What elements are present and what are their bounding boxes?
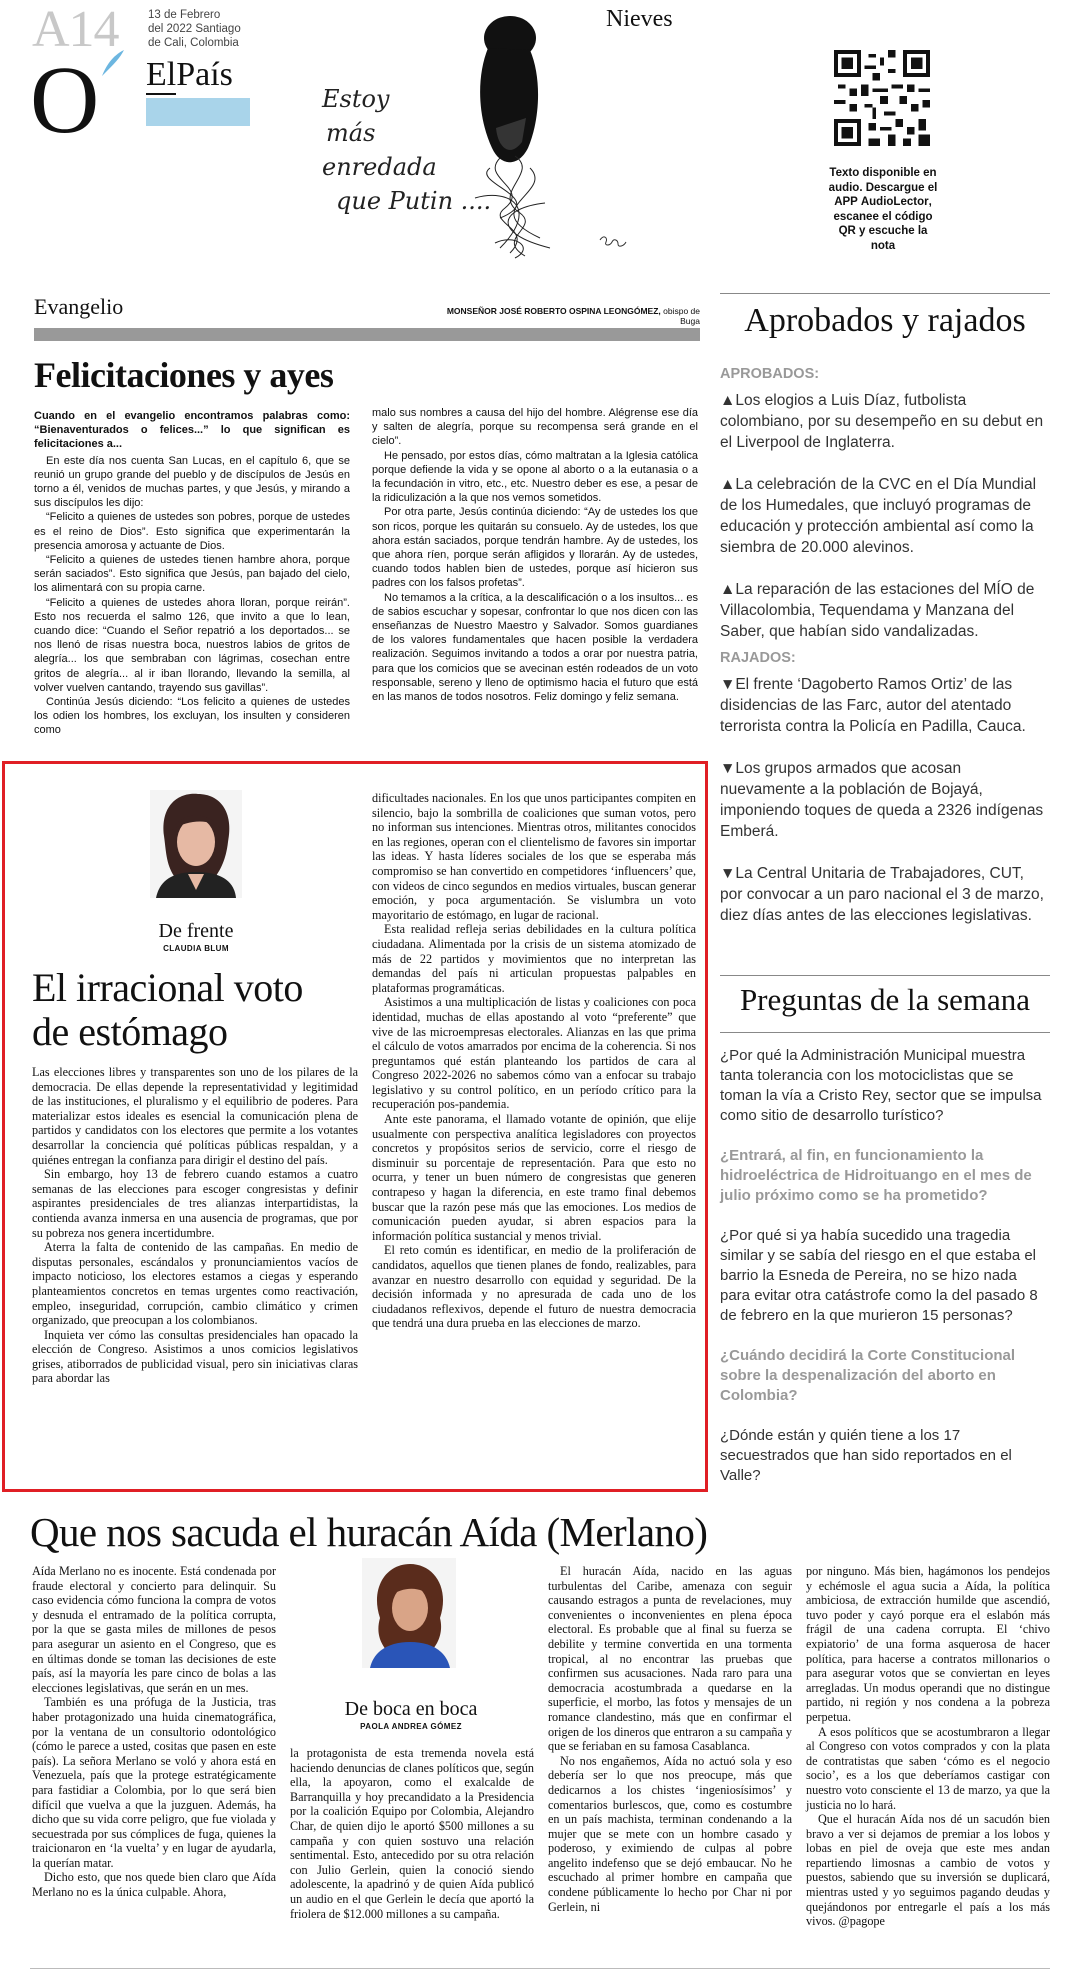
column-name: De boca en boca bbox=[344, 1698, 478, 1720]
opinion-title-line-1: El irracional voto bbox=[32, 965, 303, 1010]
date-line-2: del 2022 Santiago bbox=[148, 23, 241, 35]
handwritten-line-3: enredada bbox=[322, 153, 437, 181]
logo-letter: O bbox=[30, 46, 100, 153]
article-title: Felicitaciones y ayes bbox=[34, 355, 334, 395]
brand-prefix: El bbox=[146, 56, 177, 93]
paragraph: Continúa Jesús diciendo: “Los felicito a quienes de ustedes los odien los hombres, los excluyan, los insulten y consideren como bbox=[34, 696, 350, 737]
paragraph: “Felicito a quienes de ustedes tienen hambre ahora, porque serán saciados”. Esto significa que Jesús, pan bajado del cielo, los alimentará con su propia carne. bbox=[34, 554, 350, 595]
paragraph: El reto común es identificar, en medio de la proliferación de candidatos, aquellos que tienen planes de fondo, realizables, para avanzar en nuestro desarrollo con equidad y seguridad. De la decisión informada y no apresurada de cada uno de los ciudadanos reflexivos, depende el futuro de nuestra democracia que tendrá una dura prueba en las elecciones de marzo. bbox=[372, 1243, 696, 1331]
paragraph: Por otra parte, Jesús continúa diciendo: “Ay de ustedes los que son ricos, porque les quitarán su consuelo. Ay de ustedes, los que ahora están saciados, porque tendrán hambre. Ay de ustedes, los que ahora ríen, porque serán afligidos y llorarán. Ay de ustedes, cuando todos hablen bien de ustedes, porque así hicieron sus padres con los falsos profetas”. bbox=[372, 506, 698, 590]
handwritten-line-4: que Putin .... bbox=[336, 187, 492, 215]
date-line-3: de Cali, Colombia bbox=[148, 37, 239, 49]
qr-caption-app-name: AudioLector bbox=[860, 196, 929, 208]
questions-list bbox=[720, 1046, 1050, 1486]
question-item: ¿Por qué si ya había sucedido una tragedia similar y se sabía del riesgo en el que estaba el barrio la Esneda de Pereira, no se hizo nada para evitar otra catástrofe como la del pasado 8 de febrero en la que murieron 15 personas? bbox=[720, 1227, 1038, 1324]
paragraph: No temamos a la crítica, a la descalificación o a los insultos... es de sabios escuchar y sopesar, confrontar lo que nos dicen con las enseñanzas de Nuestro Maestro y Salvador. Somos guardianes de los valores fundamentales que hacen posible la verdadera realización. Seguimos invitando a todos a orar por nuestra patria, para que los comicios que se avecinan estén rodeados de un voto responsable, sereno y lleno de optimismo hacia el futuro que está en las manos de todos nosotros. Feliz domingo y feliz semana. bbox=[372, 591, 698, 704]
paragraph: En este día nos cuenta San Lucas, en el capítulo 6, que se reunió un grupo grande del pueblo y de discípulos de Jesús en torno a él, venidos de muchas partes, y que Jesús, y mirando a sus discípulos les dijo: bbox=[34, 454, 350, 510]
de-frente-column-1 bbox=[32, 1065, 358, 1386]
paragraph: malo sus nombres a causa del hijo del hombre. Alégrense ese día y salten de alegría, porque su recompensa será grande en el cielo”. bbox=[372, 407, 698, 448]
columnist-photo bbox=[362, 1558, 456, 1668]
paragraph: A esos políticos que se acostumbraron a llegar al Congreso con votos comprados y con la plata de contratistas que saben ‘cómo es el negocio socio’, es a los que deberíamos castigar con nuestro voto consciente el 13 de marzo, ya que la justicia no lo hará. bbox=[806, 1724, 1050, 1812]
date-line-1: 13 de Febrero bbox=[148, 9, 221, 21]
author-role: obispo de Buga bbox=[660, 306, 700, 326]
paragraph: También es una prófuga de la Justicia, tras haber protagonizado una huida cinematográfica, por la ventana de un consultorio odontológico (cómo le parece a usted, cositas que pasen en este país). La señora Merlano se voló y ahora está en Venezuela, país que la protege estratégicamente para fastidiar a Colombia, por lo que será bien difícil que vuelva a que la juzguen. Además, ha dicho que su vida corre peligro, que fue violada y secuestrada por sus cómplices de fuga, quienes la traicionaron en ‘la vuelta’ y en lugar de ayudarla, la querían matar. bbox=[32, 1695, 276, 1870]
handwritten-line-2: más bbox=[326, 119, 376, 147]
paragraph: Aterra la falta de contenido de las campañas. En medio de disputas personales, escándalos y pronunciamientos vacíos de impacto noticioso, los electores estamos a ciegas y esperando planteamientos concretos en temas urgentes como reactivación, empleo, inseguridad, corrupción, cambio climático y crimen organizado, que preocupan a los colombianos. bbox=[32, 1240, 358, 1328]
evangelio-column-1 bbox=[34, 409, 350, 738]
headline: Que nos sacuda el huracán Aída (Merlano) bbox=[30, 1509, 708, 1555]
rejected-label: RAJADOS: bbox=[720, 650, 796, 666]
de-frente-column-2 bbox=[372, 791, 696, 1331]
approved-rejected-list bbox=[720, 366, 1050, 926]
qr-caption bbox=[798, 166, 968, 253]
paragraph: Inquieta ver cómo las consultas presidenciales han opacado la elección de Congreso. Asistimos a unos comicios legislativos grises, atiborrados de publicidad visual, pero sin iniciativas claras para abordar las bbox=[32, 1327, 358, 1386]
paragraph: dificultades nacionales. En los que unos participantes compiten en silencio, bajo la sombrilla de coaliciones que suman votos, pero no informan sus intenciones. Mientras otros, militantes conocidos en las regiones, operan con el clientelismo de favores sin importar las ideas. Y hasta líderes sociales de los que se esperaba más compromiso se han convertido en competidores ‘influencers’ que, con videos de cinco segundos en medios virtuales, buscan generar emoción, y poca argumentación. Se vislumbra un voto mayoritario de estómago, en lugar de racional. bbox=[372, 791, 696, 922]
quill-icon bbox=[100, 48, 126, 78]
paragraph: No nos engañemos, Aída no actuó sola y eso debería ser lo que nos preocupe, más que dedicarnos a los chistes ‘ingeniosísimos’ y comentarios burlescos, que, como es costumbre en un país machista, terminan condenando a la mujer que se mete con un hombre casado y poderoso, y eximiendo de culpas al pobre angelito indefenso que se dejó embaucar. No he escuchado al primer hombre en campaña que condene públicamente lo hecho por Char ni por Gerlein, ni bbox=[548, 1753, 792, 1914]
rejected-item: ▼Los grupos armados que acosan nuevamente a la población de Bojayá, imponiendo toques de queda a 2326 indígenas Emberá. bbox=[720, 760, 1044, 840]
paragraph: la protagonista de esta tremenda novela está haciendo denuncias de clanes políticos que, según ella, la apoyaron, como el exalcalde de Barranquilla y hoy precandidato a la Presidencia por la coalición Equipo por Colombia, Alejandro Char, de quien dijo le aportó $500 millones a su campaña y con quien sostuvo una relación sentimental. Esto, antecedido por su otra relación con Julio Gerlein, quien la conoció siendo adolescente, la apadrinó y de quien Aída publicó un audio en el que Gerlein le decía que aportó la friolera de $12.000 millones a su campaña. bbox=[290, 1746, 535, 1921]
cartoon-title: Nieves bbox=[606, 6, 673, 32]
rejected-item: ▼El frente ‘Dagoberto Ramos Ortiz’ de las disidencias de las Farc, autor del atentado terrorista contra la Policía en Padilla, Cauca. bbox=[720, 676, 1026, 735]
footer-rule bbox=[30, 1968, 1050, 1969]
brand-accent-bar bbox=[146, 98, 250, 126]
boca-column-4 bbox=[806, 1564, 1050, 1929]
qr-caption-line bbox=[798, 195, 968, 210]
question-item: ¿Dónde están y quién tiene a los 17 secuestrados que han sido reportados en el Valle? bbox=[720, 1427, 1012, 1484]
paragraph: Asistimos a una multiplicación de listas y coaliciones con poca identidad, muchas de ellas apostando al voto “preferente” que vive de las microempresas electorales. Alianzas en las que prima el cálculo de votos amarrados por encima de la coherencia. Si nos preguntamos qué están planteando los partidos de cara al Congreso 2022-2026 no sabemos cómo van a enfocar su trabajo legislativo y su control político, en un período crítico para la recuperación pos-pandemia. bbox=[372, 995, 696, 1112]
rejected-item: ▼La Central Unitaria de Trabajadores, CUT, por convocar a un paro nacional el 3 de marzo, diez días antes de las elecciones legislativas. bbox=[720, 865, 1044, 924]
column-name: De frente bbox=[158, 920, 234, 942]
qr-caption-line: audio. Descargue el bbox=[828, 181, 938, 194]
qr-caption-text: , bbox=[928, 196, 932, 208]
page-code: A14 bbox=[32, 1, 119, 58]
paragraph: Las elecciones libres y transparentes son uno de los pilares de la democracia. De ellas depende la representatividad y legitimidad de las instituciones, el pluralismo y el equilibrio de poderes. Para materializar estos ideales es esencial la comunicación plena de partidos y candidatos con los electores que permite a los votantes desarrollar la conciencia qué políticas públicas respaldan, y a quiénes entregan la confianza para dirigir el destino del país. bbox=[32, 1065, 358, 1167]
evangelio-column-2 bbox=[372, 406, 698, 704]
brand-logo bbox=[146, 58, 233, 92]
qr-code-icon[interactable] bbox=[834, 50, 930, 146]
paragraph: El huracán Aída, nacido en las aguas turbulentas del Caribe, amenaza con seguir causando estragos a punta de revelaciones, muy convenientes o inconvenientes en plena época electoral. Es probable que al final su fuerza se debilite y termine convertida en una tormenta tropical, al no encontrar las pruebas que confirmen sus acusaciones. Nada raro para una democracia acostumbrada a quedarse en la superficie, el morbo, las fotos y mensajes de un romance clandestino, más que en confirmar el origen de los dineros que entraron a su campaña y que se feriaban en su famosa Casablanca. bbox=[548, 1564, 793, 1754]
paragraph: por ninguno. Más bien, hagámonos los pendejos y echémosle el agua sucia a Aída, la política ambiciosa, de extracción humilde que ascendió, tuvo poder y cayó porque era el eslabón más frágil de una cadena corrupta. El ‘chivo expiatorio’ de una forma asquerosa de hacer política, para hacerse a contratos millonarios o para asegurar votos que se conviertan en leyes arregladas. Un modus operandi que no distingue partido, ni región y nos condena a la pobreza perpetua. bbox=[806, 1564, 1050, 1724]
opinion-title bbox=[32, 966, 303, 1054]
author-name: MONSEÑOR JOSÉ ROBERTO OSPINA LEONGÓMEZ, bbox=[446, 306, 661, 316]
brand-name: País bbox=[176, 56, 233, 93]
date-line bbox=[148, 8, 308, 50]
boca-column-1 bbox=[32, 1564, 276, 1900]
sidebar-rule bbox=[720, 1032, 1050, 1033]
boca-column-2 bbox=[290, 1746, 534, 1921]
section-label-evangelio: Evangelio bbox=[34, 294, 124, 319]
opinion-title-line-2: de estómago bbox=[32, 1009, 228, 1054]
author-line bbox=[436, 306, 700, 326]
approved-item: ▲La reparación de las estaciones del MÍO de Villacolombia, Tequendama y Manzana del Saber, que habían sido vandalizadas. bbox=[720, 581, 1035, 640]
paragraph: “Felicito a quienes de ustedes son pobres, porque de ustedes es el reino de Dios”. Esto significa que experimentarán la presencia amorosa y actuante de Dios. bbox=[34, 511, 350, 552]
qr-caption-text: APP bbox=[834, 196, 861, 208]
columnist-name: CLAUDIA BLUM bbox=[163, 944, 229, 953]
paragraph: Ante este panorama, el llamado votante de opinión, que elije usualmente con perspectiva analítica legisladores con proyectos concretos y propósitos serios de servicio, corre el riesgo de disminuir su porcentaje de representación. Para que esto no ocurra, y tener un buen número de congresistas que generen contrapeso y hagan la diferencia, en este tramo final debemos buscar que la razón pese más que las emociones. Los medios de comunicación pueden ayudar, si abren espacios para la información política sustancial y menos trivial. bbox=[372, 1112, 696, 1243]
paragraph: Esta realidad refleja serias debilidades en la cultura política ciudadana. Alimentada por la crisis de un sistema atomizado de más de 22 partidos y movimientos que no interpretan las demandas del país ni articulan propuestas palpables en plataformas programáticas. bbox=[372, 922, 696, 995]
paragraph: He pensado, por estos días, cómo maltratan a la Iglesia católica porque defiende la vida y se opone al aborto o a la eutanasia o a la fecundación in vitro, etc., etc. Nuestro deber es ese, a pesar de la ridiculización a la que nos vemos sometidos. bbox=[372, 449, 698, 505]
boca-column-3 bbox=[548, 1564, 792, 1914]
sidebar-rule bbox=[720, 293, 1050, 294]
qr-caption-line: QR y escuche la bbox=[838, 225, 928, 237]
columnist-name: PAOLA ANDREA GÓMEZ bbox=[360, 1722, 462, 1731]
qr-caption-line: escanee el código bbox=[833, 210, 933, 223]
question-item: ¿Por qué la Administración Municipal muestra tanta tolerancia con los motociclistas que se toman la vía a Cristo Rey, sector que se impulsa como sitio de desarrollo turístico? bbox=[720, 1047, 1042, 1124]
approved-item: ▲La celebración de la CVC en el Día Mundial de los Humedales, que incluyó programas de educación y protección ambiental así como la siembra de 20.000 alevinos. bbox=[720, 476, 1037, 556]
approved-item: ▲Los elogios a Luis Díaz, futbolista colombiano, por su desempeño en su debut en el Liverpool de Inglaterra. bbox=[720, 392, 1044, 451]
columnist-photo bbox=[150, 790, 242, 898]
paragraph: Dicho esto, que nos quede bien claro que Aída Merlano no es la única culpable. Ahora, bbox=[32, 1870, 276, 1900]
question-item: ¿Cuándo decidirá la Corte Constitucional sobre la despenalización del aborto en Colombia? bbox=[720, 1347, 1016, 1404]
paragraph: Que el huracán Aída nos dé un sacudón bien bravo a ver si dejamos de premiar a los lobos y lobas en piel de oveja que este mes andan repartiendo limosnas a cambio de votos y puestos, sabiendo que su inversión se duplicará, mientras usted y yo seguimos pagando deudas y quejándonos por entregarle el país a los más vivos. @pagope bbox=[806, 1812, 1050, 1929]
qr-caption-line: Texto disponible en bbox=[829, 167, 937, 179]
sidebar-title: Aprobados y rajados bbox=[744, 302, 1026, 339]
cartoon-handwritten-text bbox=[322, 82, 491, 218]
article-lead: Cuando en el evangelio encontramos palabras como: “Bienaventurados o felices...” lo que significan es felicitaciones a... bbox=[34, 410, 350, 451]
handwritten-line-1: Estoy bbox=[322, 85, 390, 113]
qr-caption-line: nota bbox=[870, 239, 896, 252]
sidebar-rule bbox=[720, 975, 1050, 976]
approved-label: APROBADOS: bbox=[720, 366, 820, 382]
paragraph: Sin embargo, hoy 13 de febrero cuando estamos a cuatro semanas de las elecciones para escoger congresistas y definir aspirantes presidenciales de tres alianzas interpartidistas, la contienda avanza inmersa en una ausencia de programas, que por su pobreza nos genera incertidumbre. bbox=[32, 1167, 358, 1240]
section-rule bbox=[34, 328, 700, 341]
paragraph: Aída Merlano no es inocente. Está condenada por fraude electoral y concierto para delinquir. Su caso evidencia cómo funciona la compra de votos y desnuda el entramado de la política corrupta, por la que se gasta miles de millones de pesos para asegurar un asiento en el Congreso, que es en últimas donde se toman las decisiones de este país, así la mayoría les pare cinco de bolas a las elecciones legislativas, que serán en un mes. bbox=[32, 1564, 276, 1695]
question-item: ¿Entrará, al fin, en funcionamiento la hidroeléctrica de Hidroituango en el mes de julio próximo como se ha prometido? bbox=[720, 1147, 1032, 1204]
questions-title: Preguntas de la semana bbox=[739, 982, 1031, 1017]
paragraph: “Felicito a quienes de ustedes ahora lloran, porque reirán”. Esto nos recuerda el salmo 126, que invito a que lo lean, cuando dice: “Cuando el Señor repatrió a los deportados... se nos llenó de risas nuestra boca, nuestros labios de gritos de alegría... los que sembraban con lágrimas, cosechan entre gritos de alegría... al ir iban llorando, llevando la semilla, al volver vuelven cantando, trayendo sus gavillas”. bbox=[34, 596, 350, 694]
